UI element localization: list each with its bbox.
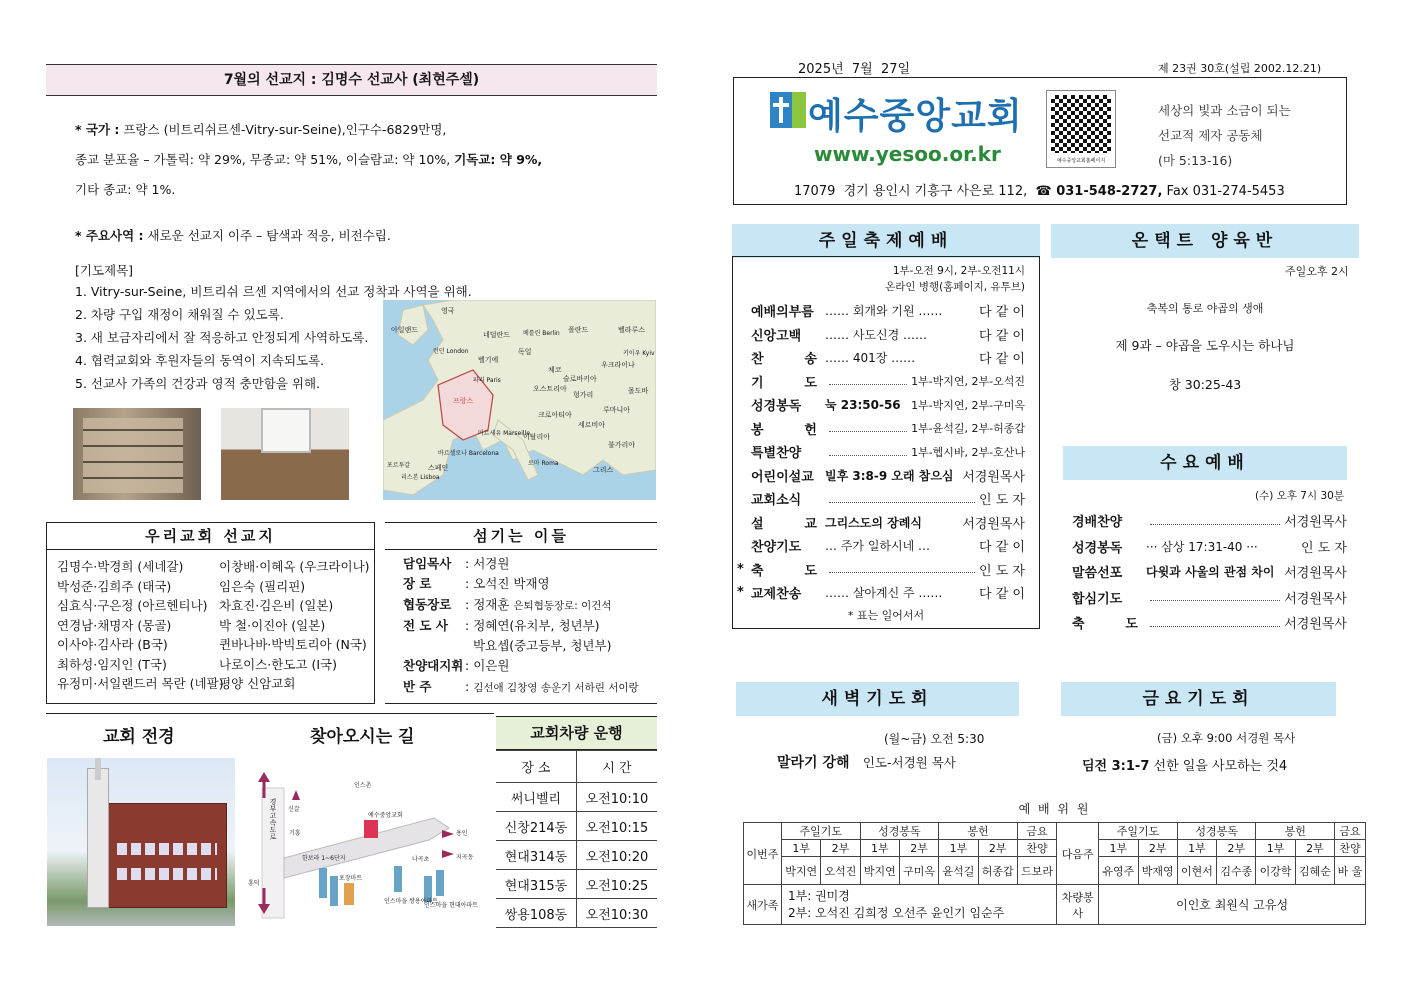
row-leader-dots [829,565,975,573]
row-content: 눅 23:50-56 [825,398,901,413]
row-label: 경배찬양 [1072,515,1123,531]
row-person: 서경원목사 [1284,617,1347,633]
map-label: 세르비아 [578,421,606,429]
sunday-order-row [737,417,1025,441]
servants-table [743,822,1366,925]
sub-header: 1부 [1256,840,1295,857]
group-header: 봉헌 [1256,823,1335,840]
row-content: …… 사도신경 …… [825,327,927,342]
map-label: 지곡동 [456,854,474,861]
row-label: 말씀선포 [1072,566,1123,582]
map-land [383,300,656,500]
row-leader-dots [829,448,907,456]
our-missions-title: 우리교회 선교지 [47,523,374,550]
map-label: 우크라이나 [601,361,635,369]
map-label: 인스마을 쌍용아파트 [384,898,439,905]
sunday-title: 주일축제예배 [732,224,1040,258]
church-address: 17079 경기 용인시 기흥구 사은로 112, ☎ 031-548-2727, Fax 031-274-5453 [794,184,1285,199]
bus-stop: 써니벨리 [496,783,576,812]
servant-name: 드보라 [1017,857,1056,885]
country-line: * 국가 : 프랑스 (비트리쉬르센-Vitry-sur-Seine),인구수-6829만명, [75,122,447,137]
group-header: 주일기도 [1099,823,1178,840]
sub-header: 2부 [821,840,860,857]
row-leader-dots [1150,619,1280,627]
map-label: 신갈 [288,806,300,813]
map-label: 바르셀로나 Barcelona [438,450,499,457]
servant-name: 윤석길 [939,857,978,885]
row-content: …… 회개와 기원 …… [825,304,943,319]
sunday-order-row [737,370,1025,394]
row-leader-dots [1150,593,1280,601]
fri-detail: 딤전 3:1-7 선한 일을 사모하는 것4 [1082,759,1288,774]
row-label: 예배의부름 [751,305,814,321]
contact-time: 주일오후 2시 [1285,265,1349,278]
map-label: 로마 Roma [528,460,559,467]
group-header: 봉헌 [939,823,1018,840]
mission-item: 박성준·김희주 (태국) [57,578,172,594]
row-leader-dots [829,495,975,503]
row-label: 찬양기도 [751,540,802,556]
servant-name: 김혜순 [1295,857,1334,885]
servers-title: 섬기는 이들 [385,523,657,550]
map-label: 스페인 [428,464,449,472]
servant-name: 유영주 [1099,857,1138,885]
bus-time: 오전10:10 [576,783,657,812]
row-person: 서경원목사 [1284,515,1347,531]
wed-time: (수) 오후 7시 30분 [1255,490,1344,502]
masthead [733,77,1347,205]
group-header: 금요 [1017,823,1056,840]
map-label: 크로아티아 [538,411,572,419]
sunday-order-row [737,440,1025,464]
mission-item: 심효식·구은정 (아르헨티나) [57,598,208,613]
church-logo-icon [770,92,792,128]
sunday-order-row [737,581,1025,605]
work-line: * 주요사역 : 새로운 선교지 이주 – 탐색과 적응, 비전수립. [75,228,391,243]
standing-note: * 표는 일어서서 [847,608,925,622]
map-label: 네덜란드 [483,331,511,339]
sub-header: 2부 [899,840,938,857]
fri-time: (금) 오후 9:00 서경원 목사 [1157,731,1296,745]
qr-pattern [1051,95,1111,153]
contact-lesson: 제 9과 – 야곱을 도우시는 하나님 [1115,338,1295,353]
row-label: 교제찬송 [751,587,802,603]
servant-name: 박지연 [860,857,899,885]
row-person: 1부-박지연, 2부-오석진 [911,375,1025,389]
contact-book: 축복의 통로 야곱의 생애 [1146,302,1264,315]
church-motto: 세상의 빛과 소금이 되는 선교적 제자 공동체 (마 5:13-16) [1158,103,1291,168]
sub-header: 찬양 [1017,840,1056,857]
row-person: 다 같 이 [979,540,1025,556]
group-header: 주일기도 [782,823,861,840]
map-label: 벨기에 [478,356,499,364]
server-row: 찬양대지휘 : 이은원 [403,658,510,674]
mission-item: 이사야·김사라 (B국) [57,637,168,652]
sunday-order [732,256,1040,629]
prayer-item: 2. 차량 구입 재정이 채워질 수 있도록. [75,307,284,322]
prayer-item: 4. 협력교회와 후원자들의 동역이 지속되도록. [75,353,325,368]
map-label: 키이우 Kyiv [623,350,655,357]
wed-order-row [1072,534,1347,560]
map-label: 베를린 Berlin [523,330,560,337]
row-label: 신앙고백 [751,328,802,344]
bus-title: 교회차량 운행 [496,716,657,750]
row-person: 다 같 이 [979,305,1025,321]
missions-col2 [219,557,370,694]
contact-title: 온택트 양육반 [1051,224,1359,258]
divider [46,713,494,714]
server-row: 장 로 : 오석진 박재영 [403,576,550,592]
server-row: 담임목사 : 서경원 [403,556,510,571]
map-label: 런던 London [433,348,469,355]
servant-name: 허종갑 [978,857,1017,885]
mission-item: 유정미·서일랜드러 목란 (네팔) [57,676,224,691]
religion-line: 종교 분포율 – 가톨릭: 약 29%, 무종교: 약 51%, 이슬람교: 약 10%, 기독교: 약 9%, [75,152,543,167]
servant-name: 김수종 [1217,857,1256,885]
row-star: * [737,561,744,577]
mission-item: 차효진·김은비 (일본) [219,598,334,613]
bus-header: 장 소 [496,751,576,783]
map-label: 프랑스 [453,397,474,405]
sub-header: 1부 [939,840,978,857]
row-person: 서경원목사 [1284,566,1347,582]
sub-header: 1부 [860,840,899,857]
bus-header: 시 간 [576,751,657,783]
server-row: 전 도 사 : 정혜연(유치부, 청년부) [403,617,600,633]
sub-header: 2부 [1295,840,1334,857]
servants-title: 예 배 위 원 [1018,802,1091,816]
row-label: 봉 헌 [751,422,817,438]
bus-stop: 쌍용108동 [496,899,576,928]
row-content: …… 401장 …… [825,351,916,366]
wed-title: 수요예배 [1063,446,1347,480]
missions-col1 [57,557,224,694]
qr-caption: 예수중앙교회홈페이지 [1056,158,1106,164]
sunday-order-row [737,487,1025,511]
map-label: 포장마트 [339,875,363,882]
mission-item: 이창배·이혜옥 (우크라이나) [219,559,370,574]
row-person: 인 도 자 [979,493,1025,509]
row-leader-dots [829,377,907,385]
servant-name: 박재영 [1138,857,1177,885]
church-url[interactable]: www.yesoo.or.kr [814,142,1001,166]
bus-stop: 신창214동 [496,812,576,841]
bulletin-date: 2025년 7월 27일 [798,62,911,77]
church-tower [87,768,109,908]
map-label: 포르투갈 [387,462,411,469]
map-label: 오스트리아 [533,385,567,393]
map-label: 한보라 1~6단지 [302,855,346,862]
map-label: 영국 [441,307,455,315]
map-label: 몰도바 [628,387,649,395]
next-week-label: 다음주 [1057,823,1099,885]
servant-name: 오석진 [821,857,860,885]
row-person: 인 도 자 [1301,540,1347,556]
servant-name: 박지연 [782,857,821,885]
row-person: 서경원목사 [1284,591,1347,607]
server-row: 반 주 : 김선애 김창영 송운기 서하린 서이랑 [403,678,639,694]
map-label: 헝가리 [573,391,594,399]
map-label: 이탈리아 [523,433,551,441]
mission-item: 박 철·이진아 (일본) [219,617,326,633]
wed-order-row [1072,610,1347,636]
row-label: 기 도 [751,375,817,391]
map-label: 폴란드 [568,326,589,334]
cross-icon [95,758,101,780]
sub-header: 2부 [978,840,1017,857]
sunday-order-row [737,534,1025,558]
row-person: 1부-박지연, 2부-구미옥 [911,398,1025,412]
mission-item: 평양 신암교회 [219,676,296,691]
dawn-detail: 말라기 강해 인도-서경원 목사 [777,755,956,771]
church-building [102,803,227,908]
prayer-item: 3. 새 보금자리에서 잘 적응하고 안정되게 사역하도록. [75,330,369,345]
row-content: 빌후 3:8-9 오래 참으심 [825,468,954,483]
map-label: 흥덕 [248,880,260,887]
row-leader-dots [829,424,907,432]
row-leader-dots [1150,517,1280,525]
sub-header: 1부 [1177,840,1216,857]
sub-header: 2부 [1217,840,1256,857]
mission-item: 연경남·채명자 (몽골) [57,617,172,633]
group-header: 성경봉독 [860,823,939,840]
servant-name: 이현서 [1177,857,1216,885]
row-label: 성경봉독 [1072,540,1123,556]
row-label: 교회소식 [751,493,802,509]
sub-header: 1부 [782,840,821,857]
prayer-title: [기도제목] [75,263,134,278]
religion-other: 기타 종교: 약 1%. [75,182,176,197]
row-content: 다윗과 사울의 관점 차이 [1146,565,1275,580]
europe-map [383,300,656,500]
mission-item: 임은숙 (필리핀) [219,578,306,594]
bus-schedule [496,716,657,928]
row-person: 1부-윤석길, 2부-허종갑 [911,422,1025,436]
mission-item: 최하성·임지인 (T국) [57,656,167,672]
bus-time: 오전10:15 [576,812,657,841]
sub-header: 찬양 [1335,840,1366,857]
car-label: 차량봉사 [1057,885,1099,925]
map-label: 예수중앙교회 [368,812,403,819]
servant-name: 바 울 [1335,857,1366,885]
group-header: 성경봉독 [1177,823,1256,840]
row-label: 성경봉독 [751,399,802,415]
church-name: 예수중앙교회 [808,96,1023,137]
map-label: 마르세유 Marseille [478,430,530,437]
map-label: 불가리아 [608,441,636,449]
sunday-order-row [737,393,1025,417]
sunday-order-row [737,299,1025,323]
map-label: 나곡초 [412,856,430,863]
row-person: 다 같 이 [979,587,1025,603]
servant-name: 구미옥 [899,857,938,885]
row-label: 특별찬양 [751,446,802,462]
row-label: 설 교 [751,516,817,532]
sub-header: 2부 [1138,840,1177,857]
prayer-item: 1. Vitry-sur-Seine, 비트리쉬 르센 지역에서의 선교 정착과 사역을 위해. [75,284,472,299]
wed-order-row [1072,585,1347,611]
row-label: 어린이설교 [751,469,814,485]
new-family: 1부: 권미경 2부: 오석진 김희정 오선주 윤인기 임순주 [782,885,1057,925]
wed-order-row [1072,559,1347,585]
dawn-time: (월~금) 오전 5:30 [884,732,985,746]
row-person: 인 도 자 [979,563,1025,579]
qr-code[interactable] [1046,90,1116,168]
this-week-label: 이번주 [744,823,782,885]
map-label: 인스마을 현대아파트 [424,902,479,909]
server-row: 협동장로 : 정재훈 은퇴협동장로: 이건석 [403,596,612,612]
row-person: 1부-헵시바, 2부-호산나 [911,445,1025,459]
bus-time: 오전10:30 [576,899,657,928]
row-person: 다 같 이 [979,328,1025,344]
map-label: 파리 Paris [473,377,501,384]
sunday-order-row [737,558,1025,582]
servers-box [385,522,657,704]
directions-title: 찾아오시는 길 [310,727,415,747]
church-photo [47,758,235,926]
map-label: 그리스 [593,466,614,474]
group-header: 금요 [1335,823,1366,840]
room-photo [221,408,349,500]
row-label: 축 도 [1072,617,1138,633]
row-person: 서경원목사 [962,469,1025,485]
sunday-order-row [737,511,1025,535]
row-content: 그리스도의 장례식 [825,515,922,530]
servant-name: 이강학 [1256,857,1295,885]
row-content: … 주가 일하시네 … [825,539,930,554]
bus-stop: 현대314동 [496,841,576,870]
missionary-title: 7월의 선교지 : 김명수 선교사 (최현주셀) [46,64,657,96]
map-label: 벨라루스 [618,326,646,334]
sunday-order-row [737,323,1025,347]
sub-header: 1부 [1099,840,1138,857]
map-label: 아일랜드 [391,326,419,334]
row-label: 합심기도 [1072,591,1123,607]
map-label: 경부고속도로 [269,798,277,840]
server-row: 박요셉(중고등부, 청년부) [473,638,612,654]
bus-time: 오전10:20 [576,841,657,870]
fri-title: 금요기도회 [1061,682,1336,716]
wed-order-row [1072,508,1347,534]
dawn-title: 새벽기도회 [736,682,1019,716]
map-label: 리스본 Lisboa [401,474,440,481]
map-label: 루마니아 [603,406,631,414]
new-family-label: 새가족 [744,885,782,925]
row-person: 서경원목사 [962,516,1025,532]
map-label: 독일 [518,348,532,356]
map-label: 슬로바키아 [563,375,597,383]
sunday-order-row [737,346,1025,370]
prayer-item: 5. 선교사 가족의 건강과 영적 충만함을 위해. [75,376,321,391]
row-person: 다 같 이 [979,352,1025,368]
car-service: 이인호 최원식 고유성 [1099,885,1366,925]
mission-item: 나로이스·한도고 (I국) [219,656,337,672]
row-label: 축 도 [751,563,817,579]
bus-time: 오전10:25 [576,870,657,899]
contact-verse: 창 30:25-43 [1168,377,1242,392]
directions-map [244,758,488,928]
our-missions-box [46,522,375,704]
map-label: 기흥 [289,830,301,837]
building-photo [73,408,201,500]
map-label: 용인 [456,830,468,837]
mission-item: 퀸바나바·박빅토리아 (N국) [219,637,367,652]
bus-stop: 현대315동 [496,870,576,899]
mission-item: 김명수·박경희 (세네갈) [57,559,184,574]
sunday-times: 1부-오전 9시, 2부-오전11시 온라인 병행(홈페이지, 유투브) [885,265,1025,293]
row-content: …… 살아계신 주 …… [825,586,943,601]
church-photo-title: 교회 전경 [103,727,175,747]
issue-number: 제 23권 30호(설립 2002.12.21) [1158,62,1322,75]
row-label: 찬 송 [751,352,817,368]
row-content: ··· 삼상 17:31-40 ··· [1146,539,1258,554]
row-star: * [737,585,744,601]
map-label: 인스촌 [354,782,372,789]
map-label: 체코 [548,366,562,374]
sunday-order-row [737,464,1025,488]
